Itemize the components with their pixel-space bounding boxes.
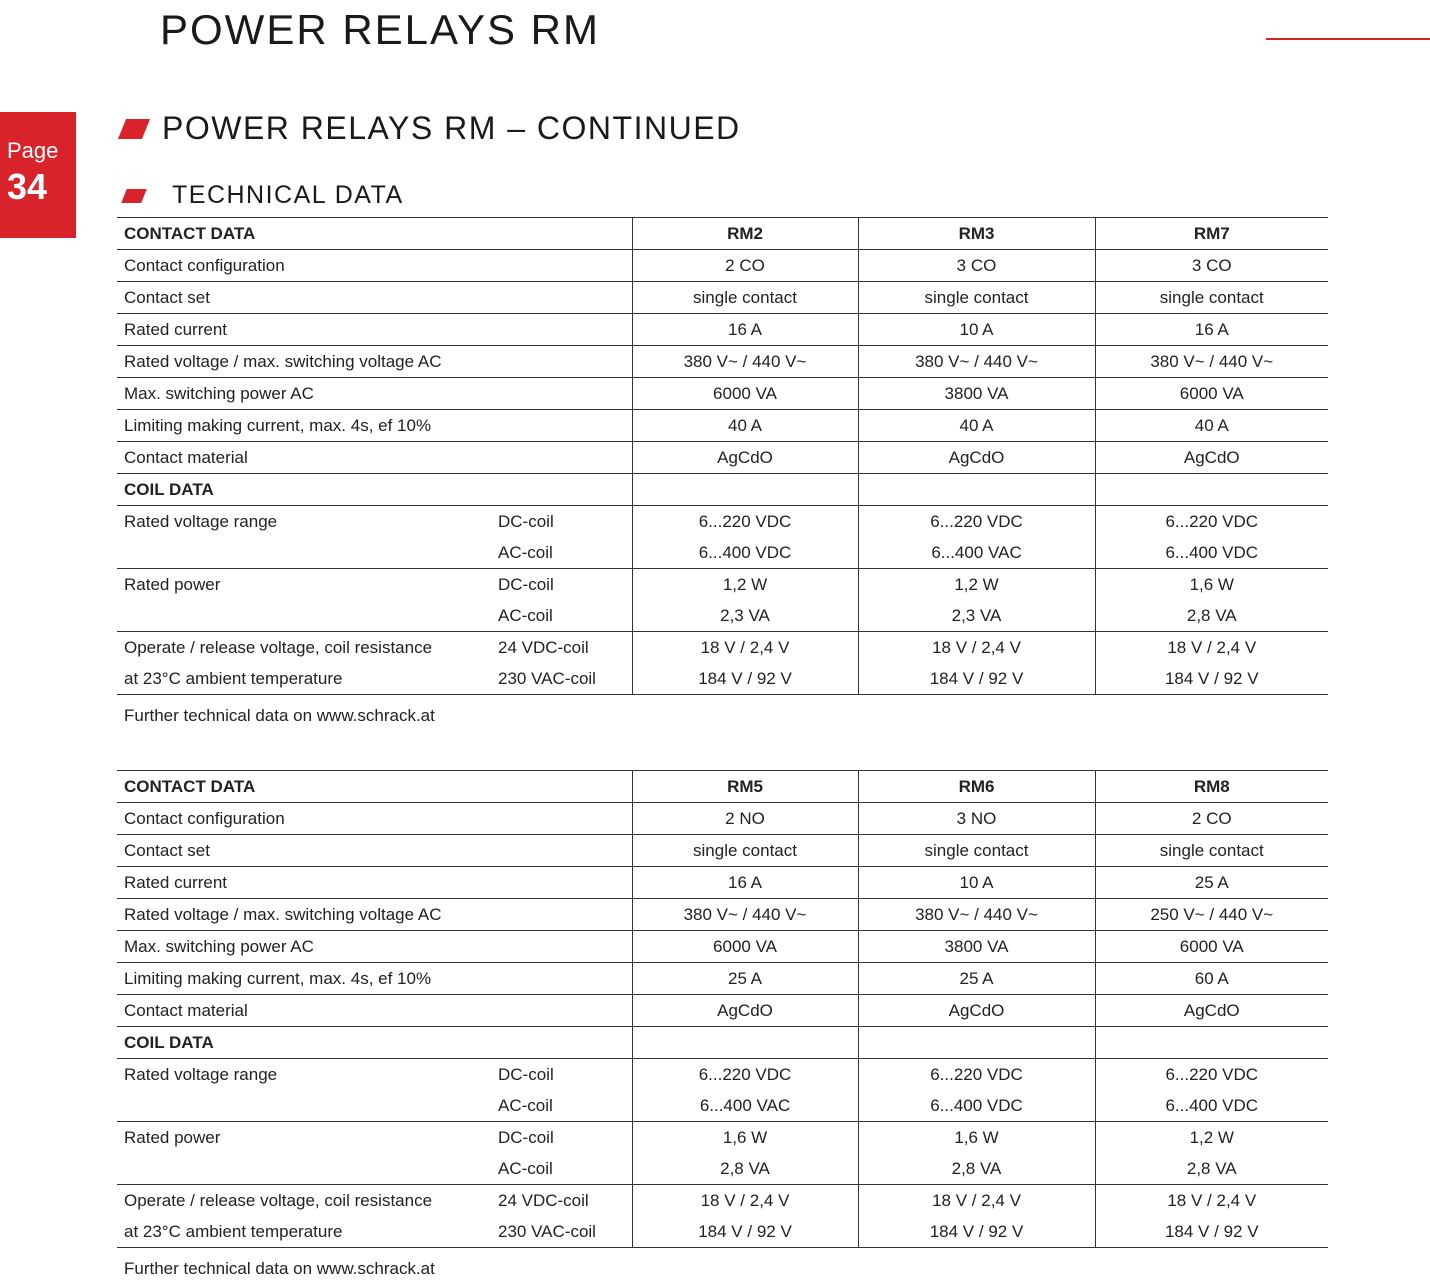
cell-value: single contact (1095, 835, 1328, 867)
empty-cell (1095, 474, 1328, 506)
further-data-note-1: Further technical data on www.schrack.at (124, 706, 435, 725)
cell-value: 2,8 VA (632, 1153, 858, 1185)
empty-cell (632, 474, 858, 506)
cell-value: 2,8 VA (1095, 600, 1328, 632)
cell-value: AgCdO (858, 442, 1095, 474)
table-row (117, 963, 1328, 995)
cell-value: AgCdO (632, 995, 858, 1027)
cell-value: single contact (1095, 282, 1328, 314)
row-label: Max. switching power AC (117, 931, 632, 963)
empty-cell (858, 474, 1095, 506)
cell-value: 40 A (1095, 410, 1328, 442)
cell-value: 1,2 W (632, 569, 858, 601)
cell-value: 3800 VA (858, 931, 1095, 963)
cell-value: 3 CO (1095, 250, 1328, 282)
model-header: RM8 (1095, 771, 1328, 803)
page-title: POWER RELAYS RM (160, 6, 600, 53)
cell-value: 6...220 VDC (1095, 506, 1328, 538)
cell-value: 16 A (632, 867, 858, 899)
table-row (117, 1153, 1328, 1185)
cell-value: 1,6 W (1095, 569, 1328, 601)
cell-value: AgCdO (632, 442, 858, 474)
table-row (117, 506, 1328, 538)
page-tab (0, 112, 76, 238)
row-label: Rated current (117, 314, 632, 346)
table-row (117, 1059, 1328, 1091)
cell-value: 2 NO (632, 803, 858, 835)
cell-value: 18 V / 2,4 V (858, 1185, 1095, 1217)
row-label: Rated power (117, 1122, 491, 1154)
table-row (117, 835, 1328, 867)
cell-value: AgCdO (858, 995, 1095, 1027)
cell-value: 2 CO (632, 250, 858, 282)
table-row (117, 1122, 1328, 1154)
table-row (117, 314, 1328, 346)
row-label: Limiting making current, max. 4s, ef 10% (117, 410, 632, 442)
row-label: Rated current (117, 867, 632, 899)
row-label: Rated voltage range (117, 1059, 491, 1091)
cell-value: 1,2 W (1095, 1122, 1328, 1154)
subsection-heading (118, 181, 404, 210)
cell-value: 184 V / 92 V (632, 663, 858, 695)
table-row (117, 442, 1328, 474)
page-number: 34 (7, 166, 48, 207)
table-row (117, 250, 1328, 282)
contact-data-header: CONTACT DATA (117, 771, 632, 803)
row-label: Contact configuration (117, 250, 632, 282)
cell-value: 18 V / 2,4 V (1095, 632, 1328, 664)
row-label: at 23°C ambient temperature (117, 1216, 491, 1248)
cell-value: 184 V / 92 V (858, 663, 1095, 695)
cell-value: AgCdO (1095, 442, 1328, 474)
cell-value: 6000 VA (1095, 378, 1328, 410)
cell-value: 2,8 VA (858, 1153, 1095, 1185)
coil-type: AC-coil (498, 1158, 553, 1178)
coil-header-row (117, 474, 1328, 506)
cell-value: 16 A (632, 314, 858, 346)
technical-data-table-2 (117, 770, 1328, 1248)
cell-value: 1,2 W (858, 569, 1095, 601)
cell-value: 10 A (858, 867, 1095, 899)
cell-value: 25 A (1095, 867, 1328, 899)
cell-value: 380 V~ / 440 V~ (858, 346, 1095, 378)
cell-value: 6000 VA (1095, 931, 1328, 963)
table-row (117, 663, 1328, 695)
cell-value: 6000 VA (632, 378, 858, 410)
cell-value: 6...400 VDC (1095, 537, 1328, 569)
empty-cell (632, 1027, 858, 1059)
section-title: POWER RELAYS RM – CONTINUED (162, 110, 741, 146)
subsection-marker-icon (121, 189, 147, 203)
table-row (117, 1216, 1328, 1248)
empty-cell (858, 1027, 1095, 1059)
cell-value: single contact (632, 835, 858, 867)
row-label: Rated voltage / max. switching voltage AC (117, 899, 632, 931)
cell-value: 40 A (858, 410, 1095, 442)
row-label: Contact configuration (117, 803, 632, 835)
cell-value: 6...220 VDC (1095, 1059, 1328, 1091)
row-label: Contact set (117, 835, 632, 867)
cell-value: 184 V / 92 V (632, 1216, 858, 1248)
cell-value: 184 V / 92 V (858, 1216, 1095, 1248)
coil-type: 230 VAC-coil (491, 1216, 632, 1248)
model-header: RM7 (1095, 218, 1328, 250)
table-row (117, 282, 1328, 314)
row-label: Max. switching power AC (117, 378, 632, 410)
cell-value: 380 V~ / 440 V~ (858, 899, 1095, 931)
further-data-note-2: Further technical data on www.schrack.at (124, 1259, 435, 1278)
section-marker-icon (118, 119, 150, 139)
cell-value: 1,6 W (858, 1122, 1095, 1154)
coil-type: DC-coil (491, 1122, 632, 1154)
table-row (117, 569, 1328, 601)
coil-type: AC-coil (498, 605, 553, 625)
cell-value: 380 V~ / 440 V~ (632, 899, 858, 931)
table-row (117, 1185, 1328, 1217)
model-header: RM6 (858, 771, 1095, 803)
table-row (117, 600, 1328, 632)
table-row (117, 346, 1328, 378)
row-label: Operate / release voltage, coil resistance (117, 632, 491, 664)
cell-value: 40 A (632, 410, 858, 442)
cell-value: 184 V / 92 V (1095, 1216, 1328, 1248)
table-row (117, 803, 1328, 835)
table-row (117, 931, 1328, 963)
coil-data-header: COIL DATA (117, 1027, 632, 1059)
cell-value: 6...400 VDC (632, 537, 858, 569)
cell-value: 6...220 VDC (632, 506, 858, 538)
cell-value: 2,3 VA (858, 600, 1095, 632)
row-label: Operate / release voltage, coil resistance (117, 1185, 491, 1217)
cell-value: 6...400 VAC (858, 537, 1095, 569)
cell-value: 184 V / 92 V (1095, 663, 1328, 695)
cell-value: 6...220 VDC (858, 1059, 1095, 1091)
cell-value: 18 V / 2,4 V (1095, 1185, 1328, 1217)
cell-value: 25 A (858, 963, 1095, 995)
coil-type: 230 VAC-coil (491, 663, 632, 695)
cell-value: 6000 VA (632, 931, 858, 963)
cell-value: 6...400 VAC (632, 1090, 858, 1122)
coil-type: AC-coil (498, 542, 553, 562)
table-row (117, 632, 1328, 664)
coil-header-row (117, 1027, 1328, 1059)
row-label: Contact material (117, 442, 632, 474)
coil-type: 24 VDC-coil (491, 1185, 632, 1217)
cell-value: 6...400 VDC (858, 1090, 1095, 1122)
table-row (117, 899, 1328, 931)
table-row (117, 995, 1328, 1027)
cell-value: 6...400 VDC (1095, 1090, 1328, 1122)
subsection-title: TECHNICAL DATA (172, 181, 404, 209)
cell-value: 18 V / 2,4 V (858, 632, 1095, 664)
cell-value: single contact (632, 282, 858, 314)
contact-data-header: CONTACT DATA (117, 218, 632, 250)
model-header: RM3 (858, 218, 1095, 250)
cell-value: 2 CO (1095, 803, 1328, 835)
cell-value: 3 NO (858, 803, 1095, 835)
row-label: Rated power (117, 569, 491, 601)
row-label: Contact set (117, 282, 632, 314)
cell-value: 3800 VA (858, 378, 1095, 410)
row-label: Contact material (117, 995, 632, 1027)
row-label (117, 600, 491, 632)
section-heading (118, 110, 741, 147)
table-row (117, 537, 1328, 569)
coil-type: AC-coil (498, 1095, 553, 1115)
table-row (117, 867, 1328, 899)
coil-type: DC-coil (491, 506, 632, 538)
coil-data-header: COIL DATA (117, 474, 632, 506)
cell-value: 16 A (1095, 314, 1328, 346)
cell-value: 6...220 VDC (858, 506, 1095, 538)
page-label: Page (7, 138, 59, 163)
row-label: Limiting making current, max. 4s, ef 10% (117, 963, 632, 995)
cell-value: 10 A (858, 314, 1095, 346)
cell-value: 1,6 W (632, 1122, 858, 1154)
cell-value: 60 A (1095, 963, 1328, 995)
row-label (117, 537, 491, 569)
cell-value: 380 V~ / 440 V~ (1095, 346, 1328, 378)
cell-value: AgCdO (1095, 995, 1328, 1027)
cell-value: 18 V / 2,4 V (632, 1185, 858, 1217)
row-label (117, 1153, 491, 1185)
model-header: RM5 (632, 771, 858, 803)
cell-value: 380 V~ / 440 V~ (632, 346, 858, 378)
cell-value: 3 CO (858, 250, 1095, 282)
coil-type: DC-coil (491, 569, 632, 601)
row-label: Rated voltage / max. switching voltage AC (117, 346, 632, 378)
technical-data-table-1 (117, 217, 1328, 695)
coil-type: 24 VDC-coil (491, 632, 632, 664)
table-row (117, 410, 1328, 442)
empty-cell (1095, 1027, 1328, 1059)
cell-value: 2,3 VA (632, 600, 858, 632)
cell-value: single contact (858, 835, 1095, 867)
cell-value: 6...220 VDC (632, 1059, 858, 1091)
coil-type: DC-coil (491, 1059, 632, 1091)
table-header-row (117, 771, 1328, 803)
cell-value: 18 V / 2,4 V (632, 632, 858, 664)
cell-value: 250 V~ / 440 V~ (1095, 899, 1328, 931)
header-rule (1266, 38, 1430, 40)
cell-value: single contact (858, 282, 1095, 314)
row-label (117, 1090, 491, 1122)
cell-value: 2,8 VA (1095, 1153, 1328, 1185)
row-label: at 23°C ambient temperature (117, 663, 491, 695)
table-row (117, 378, 1328, 410)
table-header-row (117, 218, 1328, 250)
model-header: RM2 (632, 218, 858, 250)
row-label: Rated voltage range (117, 506, 491, 538)
table-row (117, 1090, 1328, 1122)
cell-value: 25 A (632, 963, 858, 995)
